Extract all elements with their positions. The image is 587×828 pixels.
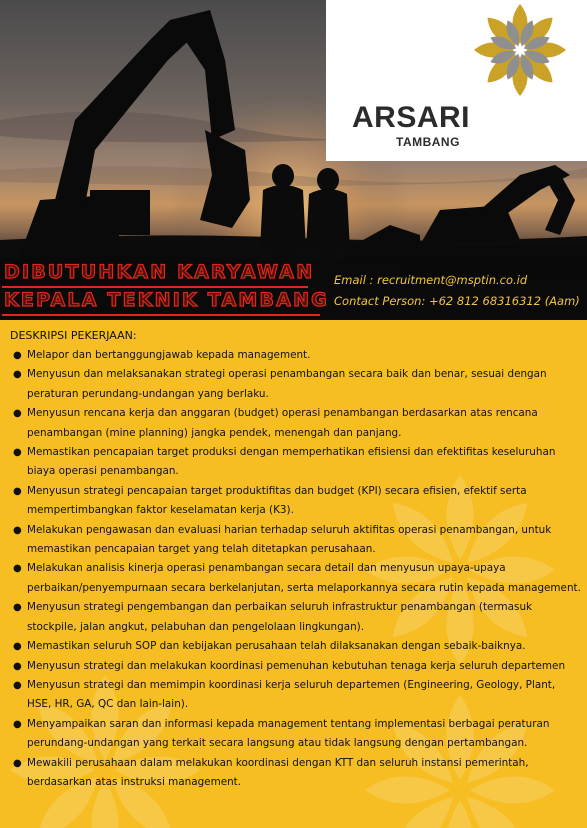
- list-item-text: Menyusun strategi pengembangan dan perbaikan seluruh infrastruktur penambangan (termasuk stockpile, jalan angkut, pelabuhan dan pengelolaan lingkungan).: [27, 601, 533, 633]
- list-item-text: Menyusun strategi pencapaian target produktifitas dan budget (KPI) secara efisien, efektif serta mempertimbangkan faktor keselamatan kerja (K3).: [27, 484, 527, 517]
- bullet-icon: ●: [13, 369, 22, 381]
- list-item: [10, 346, 582, 365]
- brand-name: ARSARI: [352, 101, 471, 134]
- list-item: [10, 443, 582, 482]
- list-item: [10, 404, 582, 443]
- brand-logo-card: [326, 0, 587, 161]
- flower-logo-icon: [454, 2, 586, 102]
- bullet-icon: ●: [13, 563, 22, 575]
- list-item: [10, 521, 582, 560]
- list-item: [10, 482, 582, 521]
- bullet-icon: ●: [13, 757, 22, 769]
- list-item-text: Menyusun strategi dan memimpin koordinasi kerja seluruh departemen (Engineering, Geology, Plant, HSE, HR, GA, QC dan lain-lain).: [27, 678, 556, 711]
- job-description-list: [10, 346, 582, 792]
- list-item: [10, 365, 582, 404]
- list-item: [10, 754, 582, 793]
- list-item: [10, 598, 582, 637]
- list-item-text: Memastikan pencapaian target produksi dengan memperhatikan efisiensi dan efektifitas keseluruhan biaya operasi penambangan.: [27, 446, 556, 478]
- bullet-icon: ●: [13, 602, 22, 614]
- list-item: [10, 657, 582, 676]
- contact-email: Email : recruitment@msptin.co.id: [334, 273, 528, 287]
- list-item-text: Melakukan pengawasan dan evaluasi harian terhadap seluruh aktifitas operasi penambangan, untuk memastikan pencapaian target yang telah ditetapkan perusahaan.: [27, 523, 552, 556]
- bullet-icon: ●: [13, 408, 22, 420]
- brand-subtitle: TAMBANG: [396, 135, 460, 149]
- list-item-text: Memastikan seluruh SOP dan kebijakan perusahaan telah dilaksanakan dengan sebaik-baiknya.: [27, 640, 526, 653]
- list-item-text: Mewakili perusahaan dalam melakukan koordinasi dengan KTT dan seluruh instansi pemerintah, berdasarkan atas instruksi management.: [27, 756, 529, 788]
- list-item: [10, 559, 582, 598]
- list-item: [10, 676, 582, 715]
- bullet-icon: ●: [13, 679, 22, 691]
- job-description-section: [0, 320, 587, 828]
- contact-person: Contact Person: +62 812 68316312 (Aam): [334, 294, 580, 308]
- bullet-icon: ●: [13, 641, 22, 653]
- title-underline: [2, 314, 320, 316]
- bullet-icon: ●: [13, 447, 22, 459]
- title-line-position: KEPALA TEKNIK TAMBANG: [4, 289, 329, 311]
- list-item: [10, 637, 582, 656]
- bullet-icon: ●: [13, 350, 22, 361]
- title-underline: [2, 286, 308, 288]
- section-heading: DESKRIPSI PEKERJAAN:: [10, 329, 137, 342]
- list-item-text: Melapor dan bertanggungjawab kepada management.: [27, 349, 311, 361]
- title-line-hiring: DIBUTUHKAN KARYAWAN: [4, 261, 315, 283]
- list-item-text: Menyusun dan melaksanakan strategi operasi penambangan secara baik dan benar, sesuai dengan peraturan perundang-undangan yang berlaku.: [27, 368, 547, 400]
- list-item-text: Melakukan analisis kinerja operasi penambangan secara detail dan menyusun upaya-upaya perbaikan/penyempurnaan secara berkelanjutan, serta melaporkannya secara rutin kepada management.: [27, 562, 581, 594]
- bullet-icon: ●: [13, 660, 22, 672]
- bullet-icon: ●: [13, 718, 22, 730]
- bullet-icon: ●: [13, 485, 22, 497]
- list-item-text: Menyusun rencana kerja dan anggaran (budget) operasi penambangan berdasarkan atas rencana penambangan (mine planning) jangka pendek, menengah dan panjang.: [27, 407, 538, 439]
- list-item: [10, 715, 582, 754]
- list-item-text: Menyusun strategi dan melakukan koordinasi pemenuhan kebutuhan tenaga kerja seluruh departemen: [27, 659, 566, 672]
- list-item-text: Menyampaikan saran dan informasi kepada management tentang implementasi berbagai peraturan perundang-undangan yang terkait secara langsung atau tidak langsung dengan pertambangan.: [27, 717, 550, 750]
- bullet-icon: ●: [13, 524, 22, 536]
